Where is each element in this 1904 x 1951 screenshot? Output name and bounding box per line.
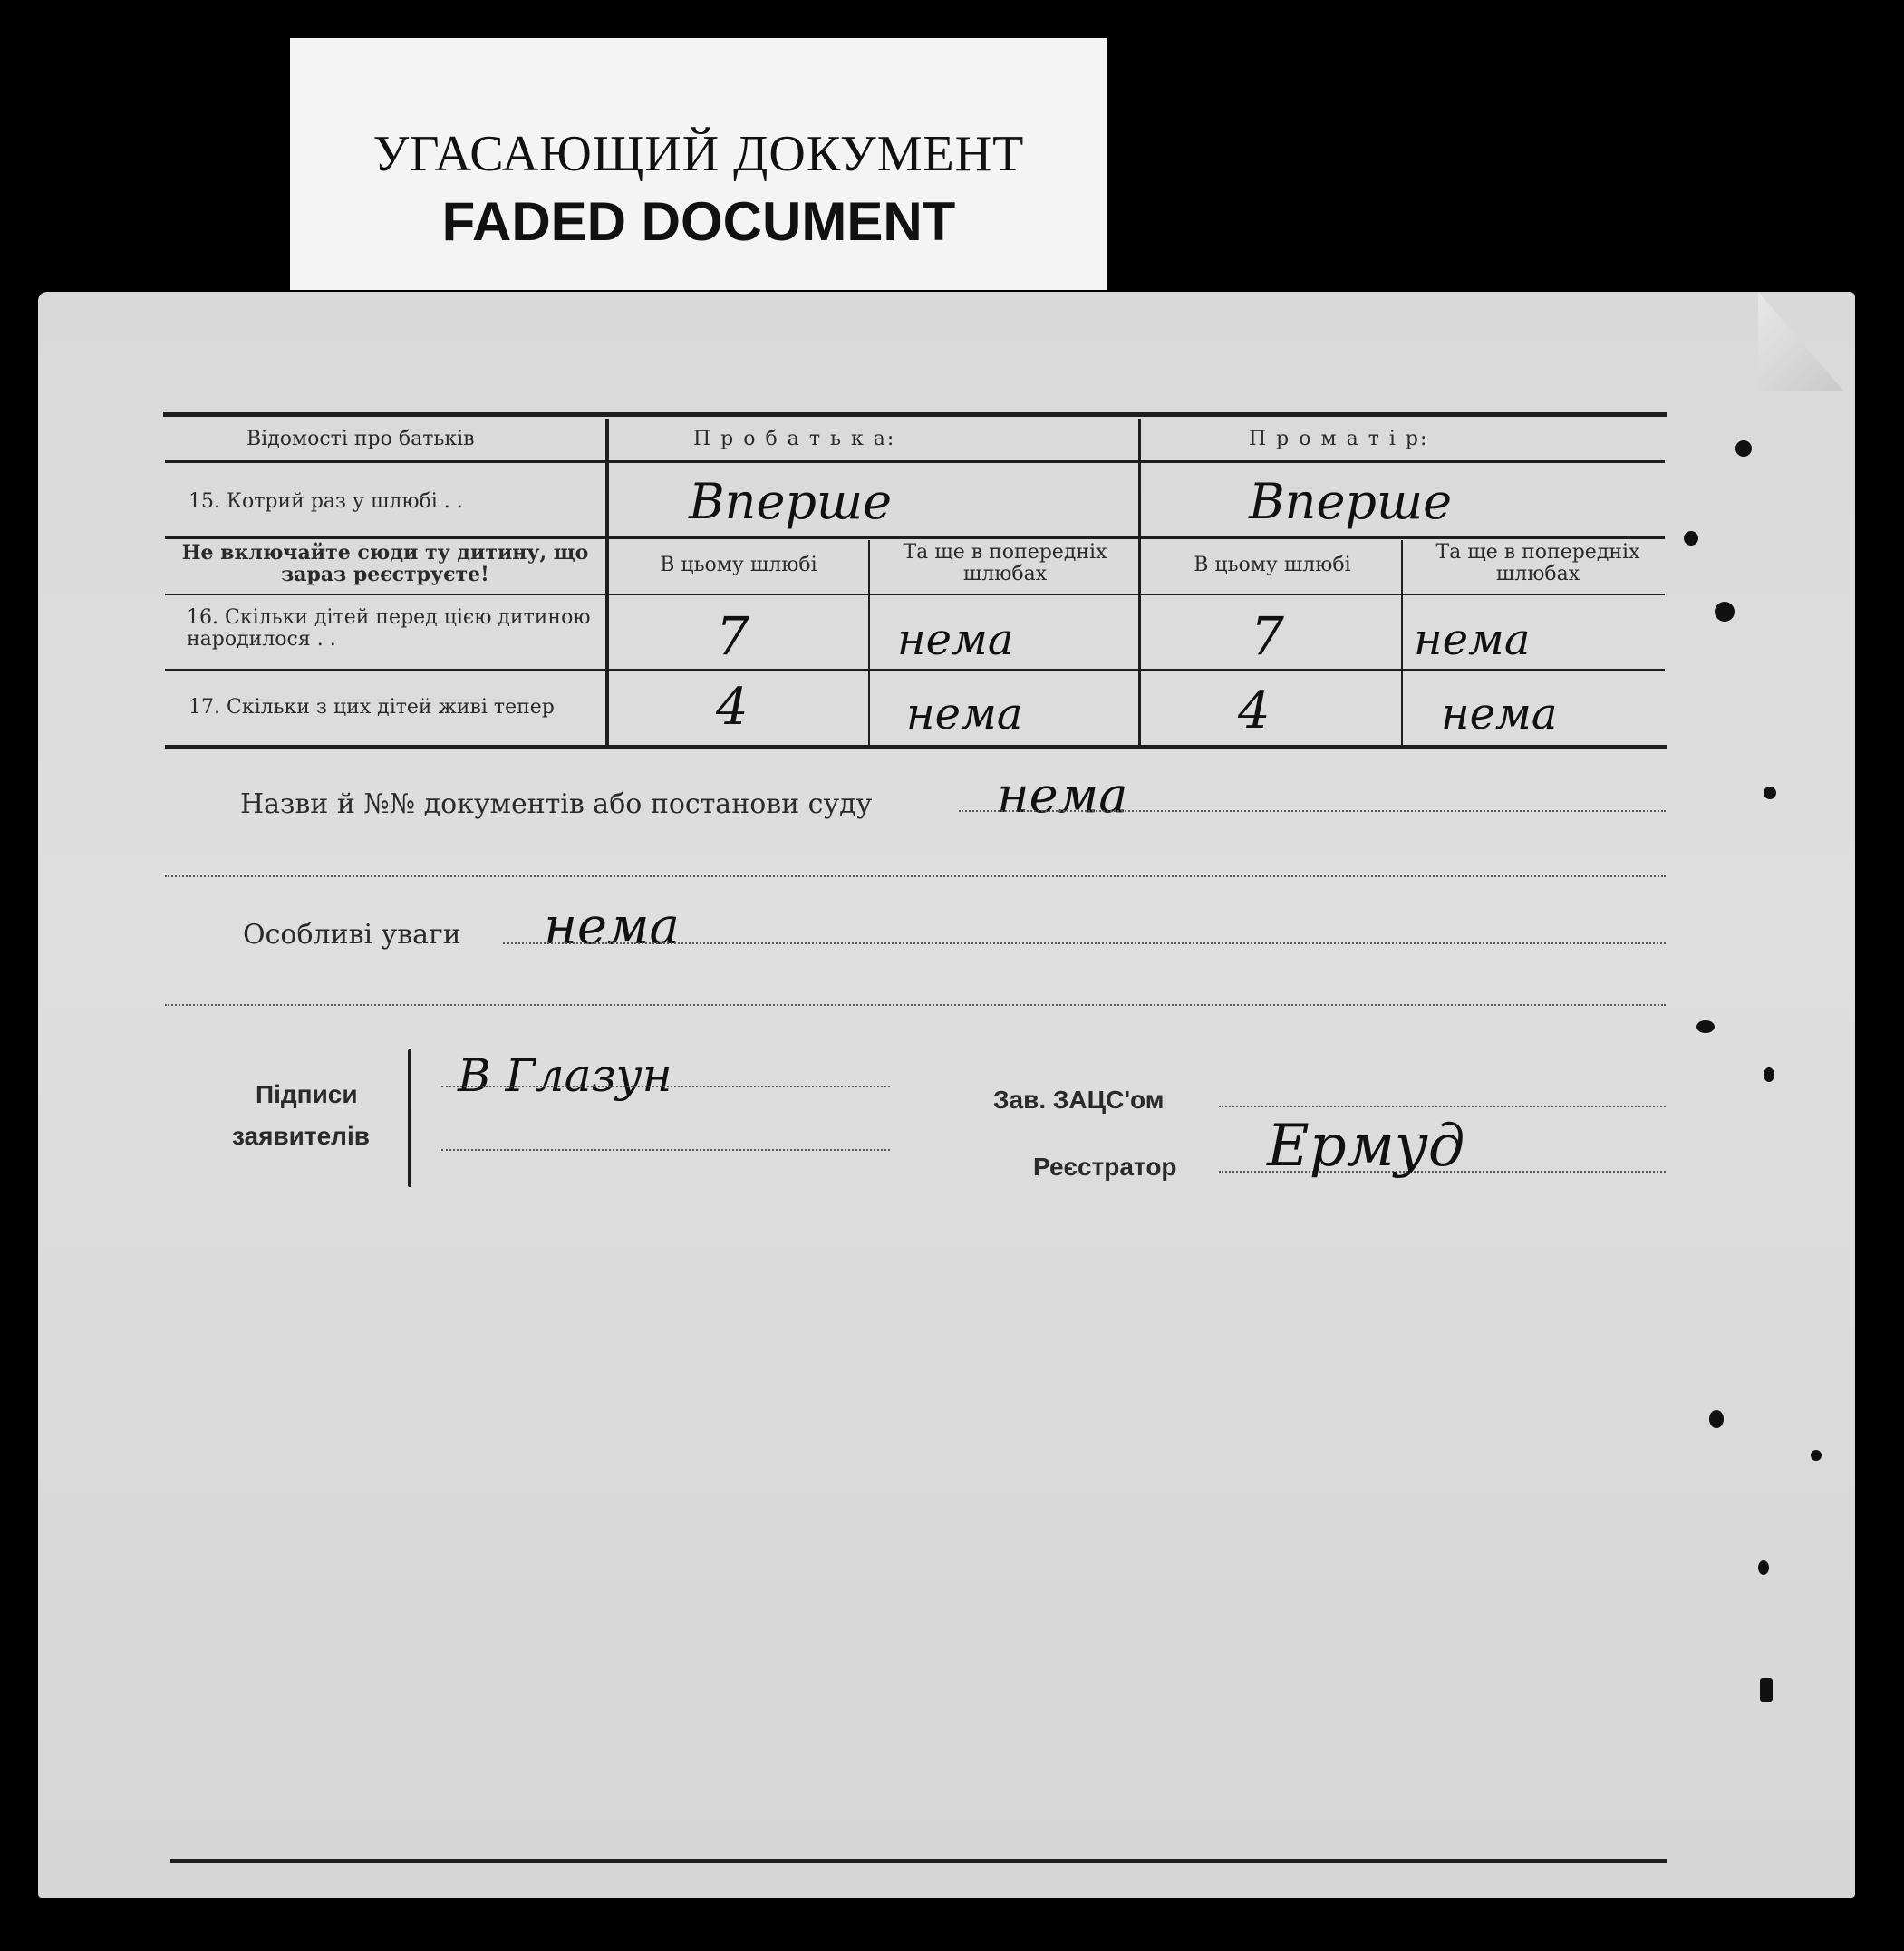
documents-value: нема: [997, 767, 1128, 824]
binding-hole: [1715, 602, 1735, 622]
binding-hole: [1764, 1067, 1774, 1082]
head-zags-label: Зав. ЗАЦС'ом: [993, 1086, 1165, 1114]
label-russian: УГАСАЮЩИЙ ДОКУМЕНТ: [372, 126, 1025, 182]
row17-label: 17. Скільки з цих дітей живі тепер: [188, 696, 555, 719]
mother-prev-marriages-header: Та ще в попередніх шлюбах: [1435, 541, 1640, 585]
father-prev-marriages-header: Та ще в попередніх шлюбах: [903, 541, 1107, 585]
documents-line: [959, 810, 1666, 812]
header-father: П р о б а т ь к а:: [693, 428, 896, 450]
binding-hole: [1709, 1410, 1724, 1428]
binding-hole: [1760, 1678, 1773, 1702]
header-mother: П р о м а т і р:: [1249, 428, 1429, 450]
bottom-rule: [170, 1859, 1667, 1863]
header-rule: [165, 460, 1665, 463]
documents-label: Назви й №№ документів або постанови суду: [240, 788, 873, 820]
notes-line: [503, 942, 1666, 944]
row17-father-this: 4: [716, 678, 749, 737]
row15-rule: [165, 536, 1665, 539]
table-top-rule: [163, 412, 1667, 417]
applicant-line-2: [441, 1149, 890, 1151]
row15-mother-value: Вперше: [1249, 473, 1453, 530]
exclude-child-note: Не включайте сюди ту дитину, що зараз реєструєте!: [181, 541, 589, 586]
row16-father-this: 7: [716, 605, 749, 667]
binding-hole: [1811, 1450, 1822, 1461]
head-line: [1219, 1106, 1666, 1107]
binding-hole: [1735, 440, 1752, 457]
binding-hole: [1758, 1560, 1769, 1575]
row16-mother-this: 7: [1251, 605, 1284, 667]
notes-line-2: [165, 1004, 1666, 1006]
col-divider-1: [605, 419, 609, 747]
row16-rule: [165, 669, 1665, 671]
row16-label: 16. Скільки дітей перед цією дитиною народилося . .: [187, 606, 591, 651]
table-bottom-rule: [165, 745, 1667, 749]
col-divider-father: [868, 540, 870, 747]
notes-value: нема: [544, 897, 680, 956]
applicant-line-1: [441, 1086, 890, 1087]
binding-hole: [1684, 531, 1698, 546]
label-english: FADED DOCUMENT: [441, 191, 956, 252]
notes-label: Особливі уваги: [243, 919, 461, 951]
documents-line-2: [165, 875, 1666, 877]
row16-father-prev: нема: [897, 614, 1014, 665]
faded-document-label: [290, 38, 1107, 290]
binding-hole: [1696, 1020, 1715, 1033]
row17-mother-this: 4: [1238, 681, 1271, 740]
row17-mother-prev: нема: [1441, 689, 1558, 739]
father-this-marriage-header: В цьому шлюбі: [660, 554, 817, 576]
registrar-signature: Ермуд: [1267, 1113, 1465, 1180]
mother-this-marriage-header: В цьому шлюбі: [1194, 554, 1351, 576]
applicants-label: заявителів: [232, 1122, 370, 1150]
signature-brace: [408, 1049, 411, 1187]
row15-father-value: Вперше: [689, 473, 893, 530]
row16-mother-prev: нема: [1414, 614, 1531, 665]
applicant-signature: В Глазун: [458, 1049, 672, 1102]
row15-label: 15. Котрий раз у шлюбі . .: [188, 490, 463, 513]
signatures-label: Підписи: [256, 1080, 358, 1108]
binding-hole: [1764, 787, 1776, 799]
subheader-rule: [165, 594, 1665, 595]
col-divider-mother: [1401, 540, 1403, 747]
col-divider-2: [1138, 419, 1141, 747]
registrar-label: Реєстратор: [1033, 1153, 1177, 1181]
header-parents-info: Відомості про батьків: [246, 428, 475, 450]
row17-father-prev: нема: [906, 689, 1023, 739]
